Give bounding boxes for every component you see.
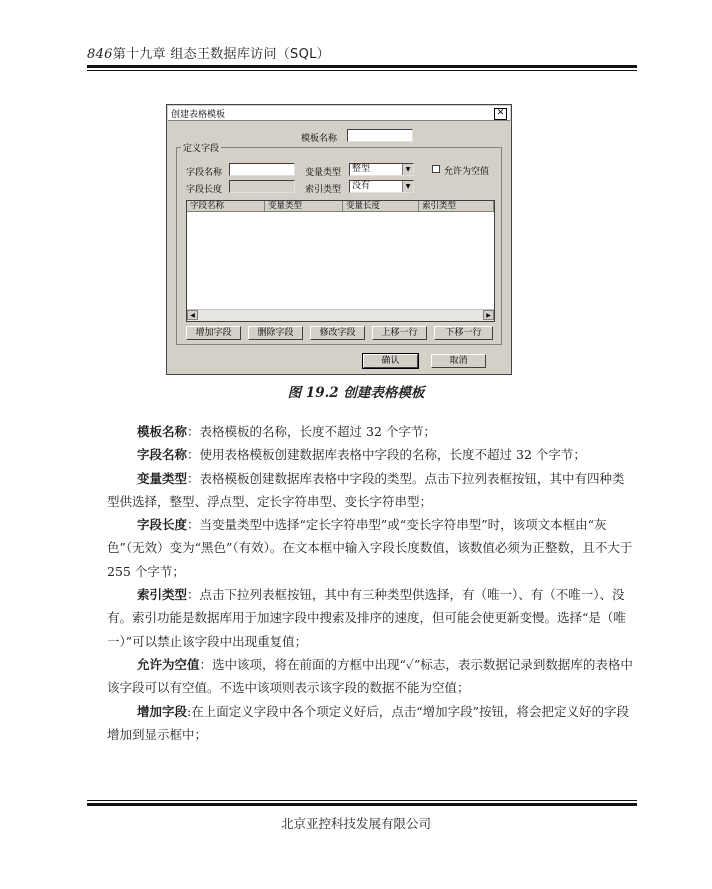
paragraph — [107, 420, 637, 443]
paragraph — [107, 513, 637, 583]
scroll-right-icon[interactable]: ▶ — [483, 310, 494, 320]
horizontal-scrollbar[interactable] — [187, 309, 494, 321]
index-type-label: 索引类型 — [305, 185, 342, 195]
description: ：表格模板的名称，长度不超过 32 个字节； — [187, 424, 436, 439]
ok-button[interactable]: 确认 — [363, 354, 418, 368]
paragraph — [107, 653, 637, 700]
description: ：使用表格模板创建数据库表格中字段的名称，长度不超过 32 个字节； — [187, 447, 586, 463]
group-title: 定义字段 — [181, 141, 221, 154]
var-type-select[interactable] — [349, 163, 414, 176]
paragraph — [107, 700, 637, 747]
header-rule-thin — [87, 70, 637, 71]
footer-rule-thin — [87, 800, 637, 801]
body-text — [107, 420, 637, 746]
field-list[interactable] — [186, 200, 495, 322]
footer-rule — [87, 803, 637, 806]
column-header[interactable]: 索引类型 — [419, 201, 494, 212]
chevron-down-icon[interactable]: ▼ — [402, 164, 413, 175]
modify-field-button[interactable]: 修改字段 — [310, 326, 365, 340]
var-type-value: 整型 — [352, 164, 371, 174]
allow-null-label: 允许为空值 — [444, 167, 490, 177]
description: ：选中该项，将在前面的方框中出现“✓”标志，表示数据记录到数据库的表格中该字段可以有空值。不选中该项则表示该字段的数据不能为空值； — [107, 656, 633, 696]
term: 字段长度 — [137, 517, 188, 533]
term: 增加字段 — [137, 703, 188, 719]
index-type-select[interactable] — [349, 180, 414, 193]
field-length-label: 字段长度 — [186, 185, 223, 195]
figure-caption: 图 19.2 创建表格模板 — [287, 385, 425, 401]
field-name-label: 字段名称 — [186, 168, 223, 178]
column-header[interactable]: 变量长度 — [343, 201, 419, 212]
paragraph — [107, 467, 637, 514]
delete-field-button[interactable]: 删除字段 — [248, 326, 303, 340]
term: 索引类型 — [137, 587, 188, 603]
paragraph — [107, 443, 637, 466]
term: 变量类型 — [137, 470, 188, 486]
header-rule — [87, 65, 637, 68]
field-list-header — [187, 201, 494, 212]
page-number: 846 — [87, 47, 113, 62]
move-down-button[interactable]: 下移一行 — [434, 326, 493, 340]
add-field-button[interactable]: 增加字段 — [186, 326, 241, 340]
create-table-template-dialog — [166, 104, 512, 375]
allow-null-checkbox[interactable] — [432, 165, 440, 173]
chapter-title: 第十九章 组态王数据库访问（SQL） — [112, 47, 330, 62]
term: 允许为空值 — [137, 656, 200, 672]
dialog-titlebar — [168, 106, 510, 121]
move-up-button[interactable]: 上移一行 — [372, 326, 427, 340]
column-header[interactable]: 字段名称 — [187, 201, 265, 212]
term: 模板名称 — [137, 424, 188, 439]
template-name-label: 模板名称 — [301, 134, 338, 144]
description: ：当变量类型中选择“定长字符串型”或“变长字符串型”时，该项文本框由“灰色”（无效）变为“黑色”（有效）。在文本框中输入字段长度数值，该数值必须为正整数，且不大于 255 个字节； — [107, 517, 633, 579]
scroll-left-icon[interactable]: ◀ — [187, 310, 198, 320]
term: 字段名称 — [137, 447, 188, 463]
description: :在上面定义字段中各个项定义好后，点击“增加字段”按钮，将会把定义好的字段增加到显示框中； — [107, 703, 630, 742]
column-header[interactable]: 变量类型 — [265, 201, 343, 212]
template-name-input[interactable] — [347, 129, 413, 142]
dialog-title: 创建表格模板 — [171, 110, 226, 120]
field-name-input[interactable] — [229, 163, 295, 176]
index-type-value: 没有 — [352, 181, 371, 191]
page-header — [87, 43, 330, 62]
description: ：点击下拉列表框按钮，其中有三种类型供选择，有（唯一）、有（不唯一）、没有。索引功能是数据库用于加速字段中搜索及排序的速度，但可能会使更新变慢。选择“是（唯一）”可以禁止该字段中出现重复值； — [107, 587, 626, 649]
cancel-button[interactable]: 取消 — [431, 354, 486, 368]
var-type-label: 变量类型 — [305, 168, 342, 178]
close-icon[interactable]: ✕ — [494, 108, 507, 120]
paragraph — [107, 583, 637, 653]
field-length-input[interactable] — [229, 180, 295, 193]
description: ：表格模板创建数据库表格中字段的类型。点击下拉列表框按钮，其中有四种类型供选择，整型、浮点型、定长字符串型、变长字符串型； — [107, 470, 625, 509]
chevron-down-icon[interactable]: ▼ — [402, 181, 413, 192]
footer-company: 北京亚控科技发展有限公司 — [280, 816, 431, 831]
